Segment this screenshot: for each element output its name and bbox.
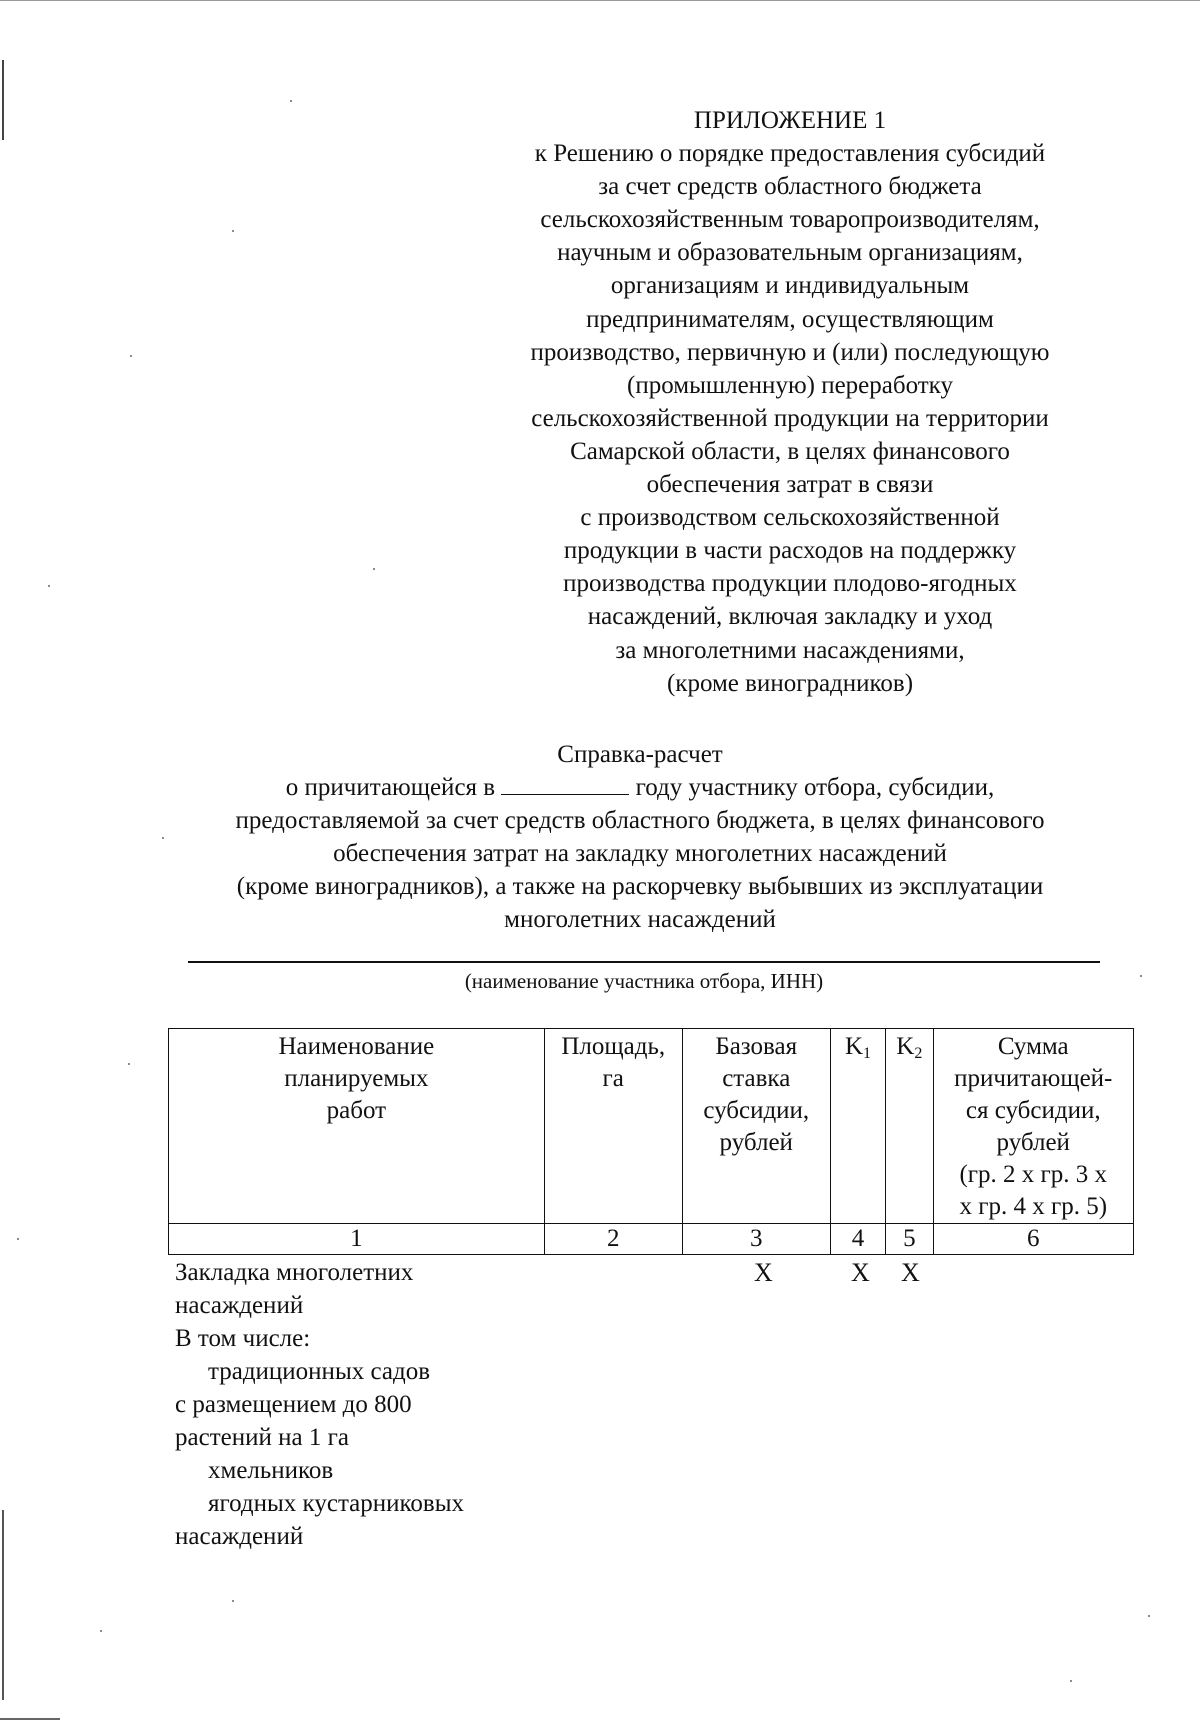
column-number: 3 (682, 1224, 830, 1255)
scan-speck (17, 1238, 19, 1240)
column-number: 2 (544, 1224, 682, 1255)
appendix-line: за многолетними насаждениями, (615, 636, 965, 664)
participant-name-field[interactable] (188, 961, 1100, 963)
appendix-line: (промышленную) переработку (627, 371, 953, 399)
list-item: В том числе: (175, 1325, 311, 1352)
scan-speck (1070, 1680, 1072, 1682)
header-text: ставка (722, 1065, 791, 1092)
list-item: с размещением до 800 (175, 1391, 412, 1418)
header-text: K (844, 1033, 863, 1060)
appendix-line: с производством сельскохозяйственной (580, 504, 1000, 532)
header-text: Наименование (278, 1033, 435, 1060)
header-text: х гр. 4 х гр. 5) (959, 1193, 1108, 1220)
heading-line: многолетних насаждений (504, 906, 776, 933)
appendix-line: научным и образовательным организациям, (557, 239, 1023, 267)
header-area (544, 1029, 682, 1224)
certificate-title: Справка-расчет (557, 741, 723, 768)
scan-speck (232, 1600, 234, 1602)
appendix-line: производства продукции плодово-ягодных (563, 570, 1017, 598)
heading-line: (кроме виноградников), а также на раскорчевку выбывших из эксплуатации (236, 873, 1044, 900)
header-text: га (602, 1065, 624, 1092)
list-item (175, 1256, 1135, 1289)
certificate-heading (140, 738, 1140, 936)
list-item: ягодных кустарниковых (208, 1490, 465, 1517)
header-subsidy-sum (933, 1029, 1134, 1224)
header-subscript: 1 (863, 1045, 871, 1062)
header-text: Сумма (997, 1033, 1069, 1060)
appendix-line: предпринимателям, осуществляющим (586, 305, 994, 333)
column-number: 4 (830, 1224, 885, 1255)
header-text: K (896, 1033, 915, 1060)
appendix-line: производство, первичную и (или) последующую (530, 338, 1050, 366)
scan-speck (1140, 975, 1142, 977)
list-item: насаждений (175, 1292, 304, 1319)
column-number: 6 (933, 1224, 1134, 1255)
work-item-label: Закладка многолетних (175, 1259, 414, 1286)
scan-speck (162, 837, 164, 839)
appendix-line: насаждений, включая закладку и уход (587, 603, 993, 631)
appendix-line: продукции в части расходов на поддержку (563, 537, 1017, 565)
scan-speck (1148, 1615, 1150, 1617)
subsidy-calculation-table (168, 1028, 1134, 1255)
header-text: субсидии, (703, 1097, 810, 1124)
x-mark-col3: X (754, 1258, 773, 1287)
scan-edge-top (0, 0, 1200, 1)
list-item: насаждений (175, 1523, 304, 1550)
header-text: рублей (719, 1129, 793, 1156)
scan-speck (232, 230, 234, 232)
scan-speck (130, 355, 132, 357)
header-text: Базовая (715, 1033, 798, 1060)
column-number: 5 (886, 1224, 933, 1255)
list-item: хмельников (208, 1457, 334, 1484)
scan-speck (373, 568, 375, 570)
scan-speck (100, 1630, 102, 1632)
appendix-line: за счет средств областного бюджета (598, 173, 982, 201)
heading-text-after-year: году участнику отбора, субсидии, (635, 774, 995, 801)
scan-edge-left (2, 60, 4, 140)
appendix-line: организациям и индивидуальным (610, 272, 970, 300)
header-k1 (830, 1029, 885, 1224)
appendix-line: обеспечения затрат в связи (646, 471, 934, 499)
header-text: ся субсидии, (965, 1097, 1101, 1124)
header-subscript: 2 (914, 1045, 923, 1062)
header-base-rate (682, 1029, 830, 1224)
heading-line-year (140, 771, 1140, 804)
year-blank-field[interactable] (501, 774, 629, 795)
appendix-line: к Решению о порядке предоставления субсидий (534, 140, 1046, 168)
table-header-row (169, 1029, 1134, 1224)
header-text: причитающей- (954, 1065, 1113, 1092)
list-item: традиционных садов (208, 1358, 431, 1385)
scan-speck (290, 100, 292, 102)
header-text: (гр. 2 х гр. 3 х (959, 1161, 1108, 1188)
heading-line: обеспечения затрат на закладку многолетних насаждений (333, 840, 947, 867)
header-text: планируемых (284, 1065, 429, 1092)
appendix-line: сельскохозяйственной продукции на территории (531, 404, 1049, 432)
header-work-name (169, 1029, 545, 1224)
header-text: работ (326, 1097, 387, 1124)
list-item: растений на 1 га (175, 1424, 349, 1451)
scan-edge-left-lower (2, 1510, 4, 1700)
work-items-list (175, 1256, 1135, 1553)
appendix-line: (кроме виноградников) (666, 669, 914, 697)
x-mark-col4: X (851, 1258, 870, 1287)
header-k2 (886, 1029, 933, 1224)
column-number-row (169, 1224, 1134, 1255)
header-text: рублей (996, 1129, 1070, 1156)
column-number: 1 (169, 1224, 545, 1255)
x-mark-col5: X (901, 1258, 920, 1287)
appendix-line: Самарской области, в целях финансового (570, 437, 1010, 465)
heading-line: предоставляемой за счет средств областного бюджета, в целях финансового (235, 807, 1045, 834)
appendix-line: сельскохозяйственным товаропроизводителям, (540, 206, 1040, 234)
appendix-header (470, 104, 1110, 700)
header-text: Площадь, (561, 1033, 666, 1060)
participant-name-caption: (наименование участника отбора, ИНН) (464, 969, 824, 993)
scan-speck (48, 585, 50, 587)
heading-text-before-year: о причитающейся в (285, 774, 496, 801)
scan-speck (128, 1063, 130, 1065)
appendix-title: ПРИЛОЖЕНИЕ 1 (693, 107, 887, 134)
